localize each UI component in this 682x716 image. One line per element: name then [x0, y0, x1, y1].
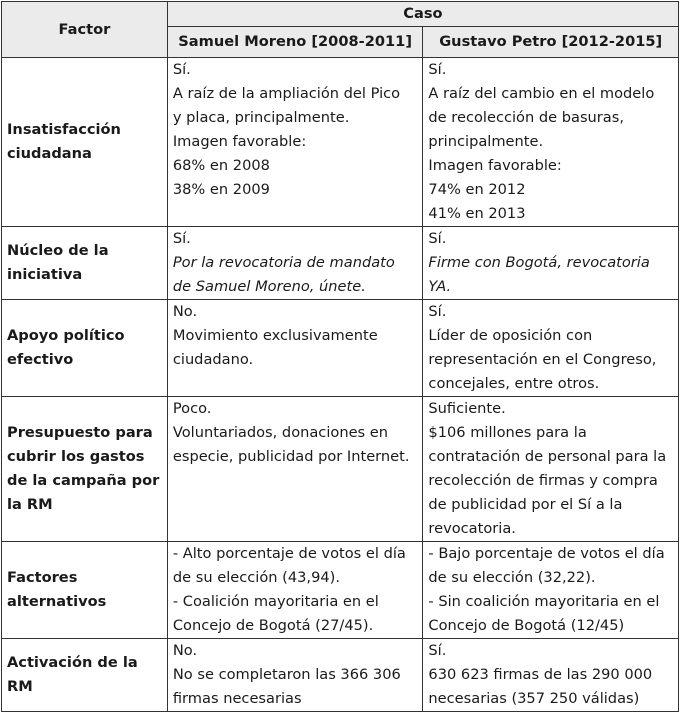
- table-row: [2, 397, 679, 542]
- table-row: [2, 542, 679, 639]
- comparison-table: [1, 1, 679, 712]
- caso-header: Caso: [167, 2, 678, 27]
- factor-cell: Factores alternativos: [2, 542, 168, 639]
- factor-cell: Presupuesto para cubrir los gastos de la campaña por la RM: [2, 397, 168, 542]
- factor-cell: Insatisfacción ciudadana: [2, 58, 168, 227]
- petro-header: Gustavo Petro [2012-2015]: [423, 27, 679, 58]
- moreno-cell: No. Movimiento exclusivamente ciudadano.: [167, 300, 423, 397]
- petro-cell: - Bajo porcentaje de votos el día de su elección (32,22). - Sin coalición mayoritaria en el Concejo de Bogotá (12/45): [423, 542, 679, 639]
- petro-cell: Suficiente. $106 millones para la contratación de personal para la recolección de firmas y compra de publicidad por el Sí a la revocatoria.: [423, 397, 679, 542]
- factor-cell: Núcleo de la iniciativa: [2, 227, 168, 300]
- petro-cell: Sí. A raíz del cambio en el modelo de recolección de basuras, principalmente. Imagen favorable: 74% en 2012 41% en 2013: [423, 58, 679, 227]
- factor-header: Factor: [2, 2, 168, 58]
- factor-cell: Activación de la RM: [2, 639, 168, 712]
- moreno-cell: Sí. A raíz de la ampliación del Pico y placa, principalmente. Imagen favorable: 68% en 2008 38% en 2009: [167, 58, 423, 227]
- moreno-cell: Sí. Por la revocatoria de mandato de Samuel Moreno, únete.: [167, 227, 423, 300]
- table-row: [2, 639, 679, 712]
- petro-cell: Sí. Líder de oposición con representación en el Congreso, concejales, entre otros.: [423, 300, 679, 397]
- moreno-cell: No. No se completaron las 366 306 firmas necesarias: [167, 639, 423, 712]
- factor-cell: Apoyo político efectivo: [2, 300, 168, 397]
- table-row: [2, 227, 679, 300]
- header-row-1: [2, 2, 679, 27]
- moreno-header: Samuel Moreno [2008-2011]: [167, 27, 423, 58]
- petro-cell: Sí. 630 623 firmas de las 290 000 necesarias (357 250 válidas): [423, 639, 679, 712]
- table-row: [2, 300, 679, 397]
- table-row: [2, 58, 679, 227]
- moreno-cell: Poco. Voluntariados, donaciones en especie, publicidad por Internet.: [167, 397, 423, 542]
- petro-cell: Sí. Firme con Bogotá, revocatoria YA.: [423, 227, 679, 300]
- moreno-cell: - Alto porcentaje de votos el día de su elección (43,94). - Coalición mayoritaria en el Concejo de Bogotá (27/45).: [167, 542, 423, 639]
